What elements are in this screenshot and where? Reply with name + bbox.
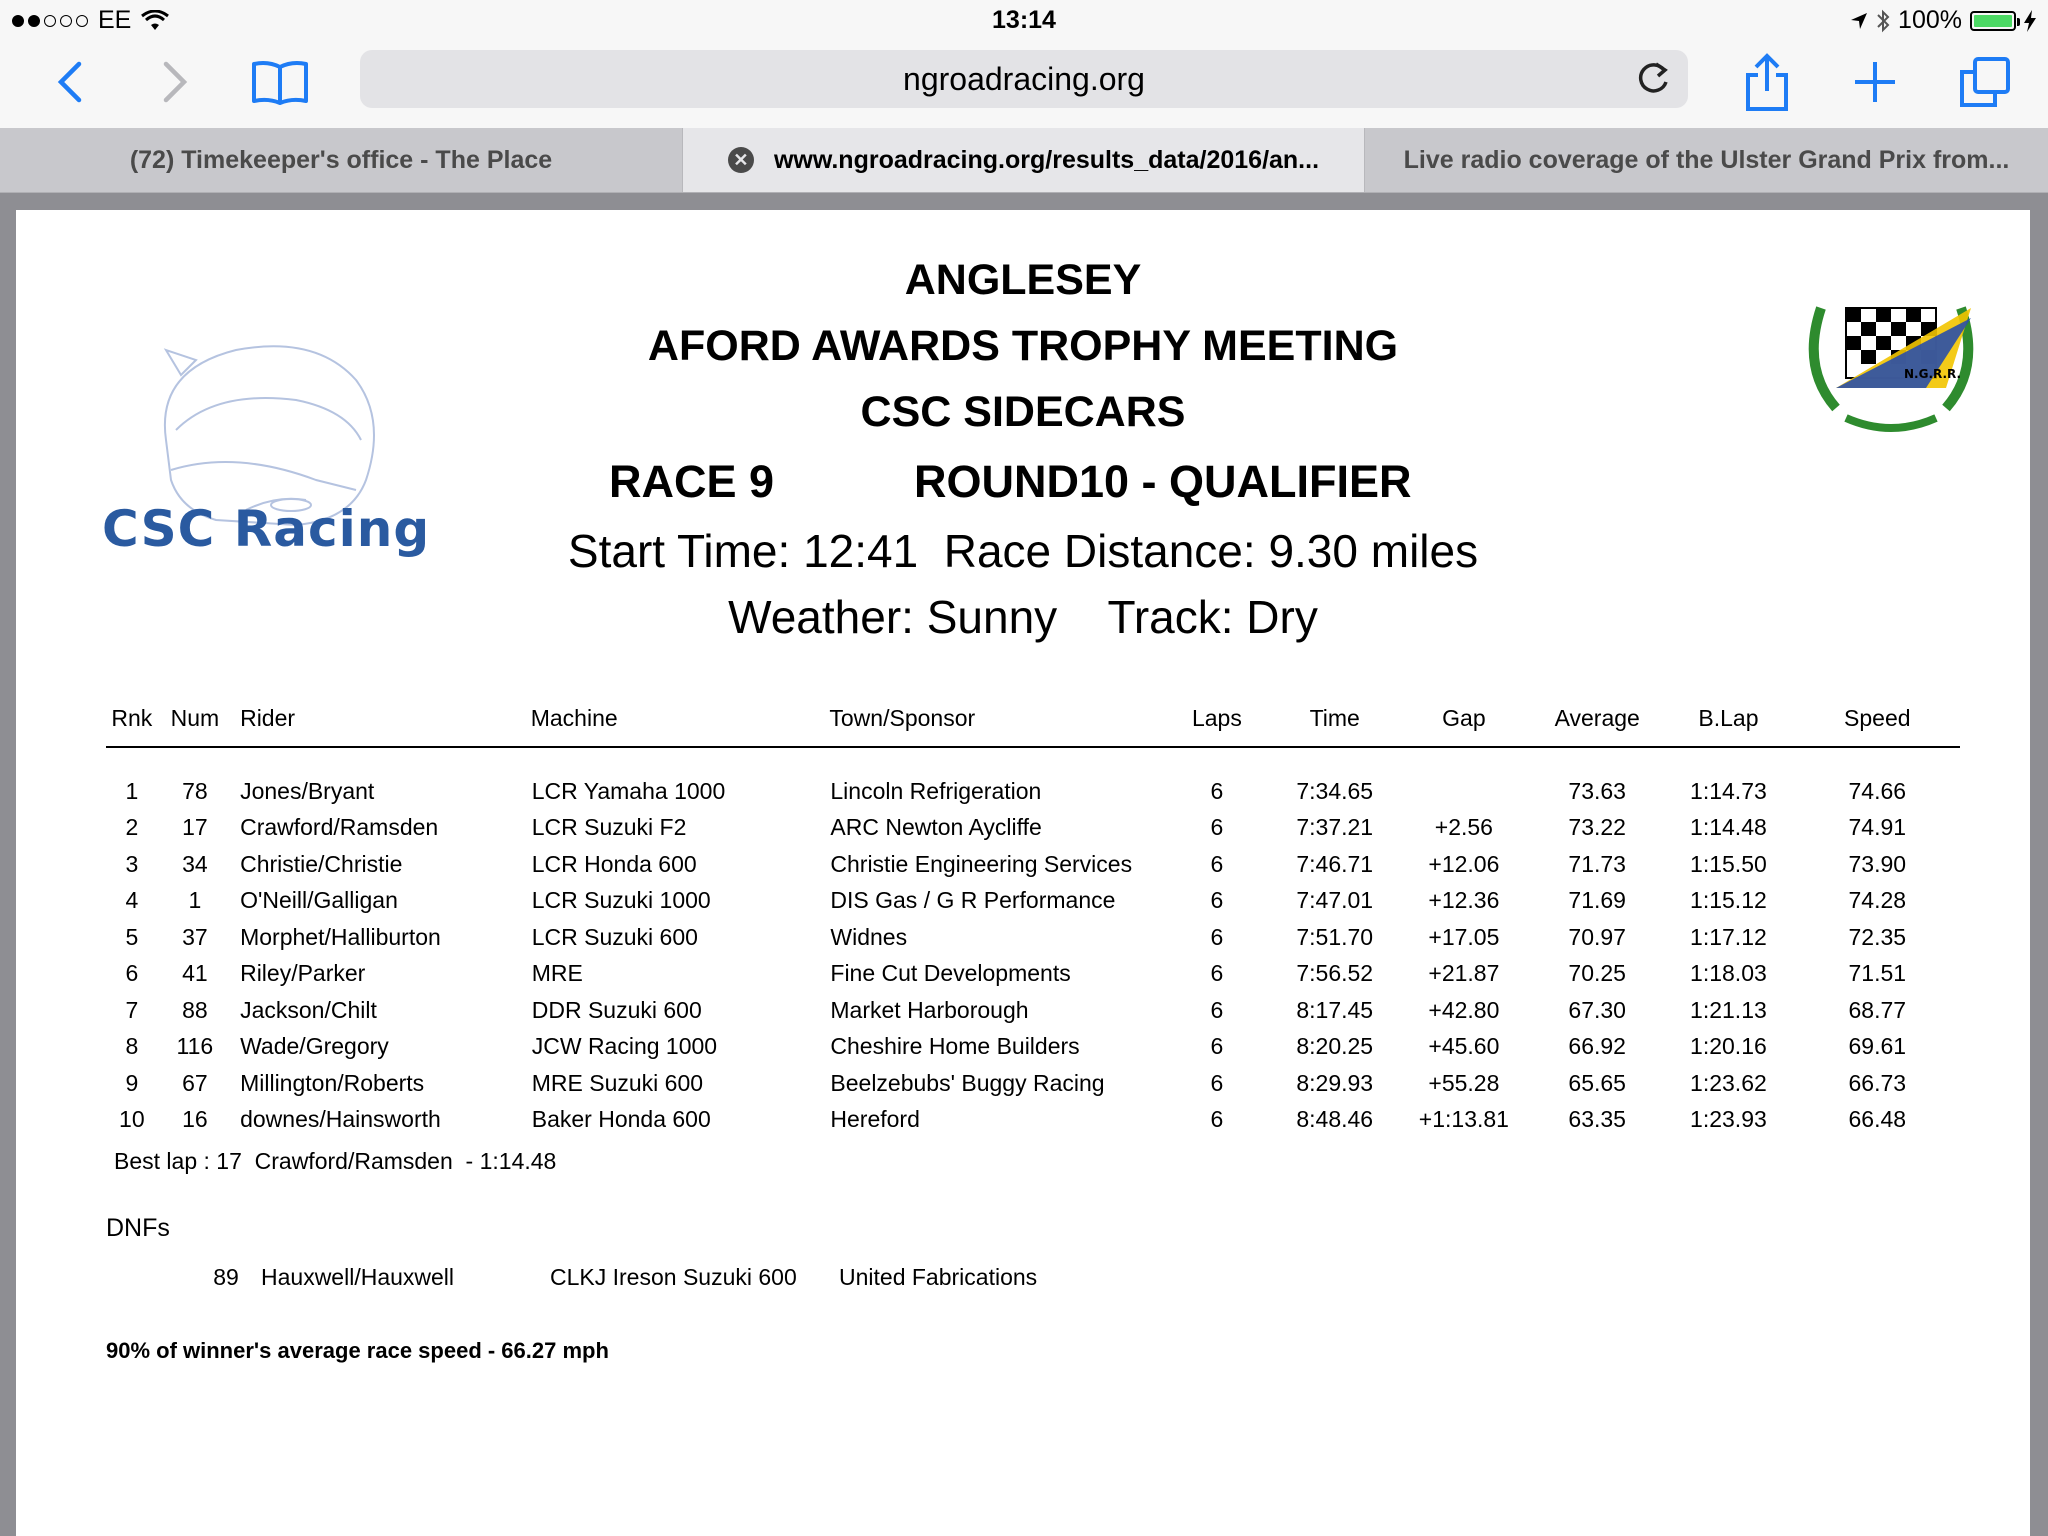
cell-rider: Morphet/Halliburton [240,923,441,950]
col-header-time: Time [1309,704,1360,731]
tab-bar [0,128,2048,193]
cell-average: 67.30 [1568,996,1626,1023]
cell-best-lap: 1:23.93 [1690,1106,1767,1133]
cell-machine: LCR Yamaha 1000 [531,777,726,804]
results-body [106,747,1960,1138]
table-row [106,956,1960,993]
cell-gap: +17.05 [1428,923,1500,950]
cell-num: 16 [182,1106,208,1133]
cell-rider: O'Neill/Galligan [240,887,398,914]
bluetooth-icon [1876,9,1890,33]
plus-icon [1852,59,1898,105]
cell-speed: 74.91 [1848,814,1907,841]
cell-sponsor: Hereford [830,1106,920,1133]
cell-num: 78 [182,777,208,804]
new-tab-button[interactable] [1845,52,1905,112]
back-chevron-icon [55,60,85,104]
cell-machine: DDR Suzuki 600 [531,996,702,1023]
cell-speed: 73.90 [1848,850,1907,877]
cell-rank: 8 [125,1033,139,1060]
tabs-icon [1959,56,2011,108]
cell-rider: downes/Hainsworth [240,1106,441,1133]
cell-best-lap: 1:17.12 [1690,923,1767,950]
speed-footnote: 90% of winner's average race speed - 66.27 mph [106,1338,609,1363]
table-header-row [106,700,1960,747]
bookmarks-button[interactable] [250,52,310,112]
cell-num: 37 [182,923,208,950]
dnf-sponsor: United Fabrications [839,1264,1038,1290]
cell-best-lap: 1:20.16 [1690,1033,1767,1060]
cell-time: 7:34.65 [1296,777,1374,804]
table-row [106,992,1960,1029]
cell-gap: +1:13.81 [1418,1106,1509,1133]
start-time-distance: Start Time: 12:41 Race Distance: 9.30 miles [567,525,1479,577]
cell-machine: Baker Honda 600 [531,1106,711,1133]
cell-machine: LCR Suzuki 600 [531,923,698,950]
table-row [106,810,1960,847]
cell-laps: 6 [1210,1106,1224,1133]
cell-speed: 66.73 [1848,1069,1907,1096]
cell-speed: 74.28 [1848,887,1907,914]
spacer-row [106,747,1960,773]
cell-speed: 66.48 [1848,1106,1907,1133]
cell-num: 116 [176,1033,214,1060]
cell-laps: 6 [1210,923,1224,950]
cell-gap: +21.87 [1428,960,1500,987]
cell-rider: Christie/Christie [240,850,403,877]
back-button[interactable] [40,52,100,112]
status-time: 13:14 [992,6,1056,34]
cell-sponsor: ARC Newton Aycliffe [830,814,1042,841]
cell-time: 7:37.21 [1296,814,1374,841]
tab-live-radio[interactable] [1365,128,2048,192]
cell-machine: LCR Suzuki 1000 [531,887,711,914]
cell-rider: Millington/Roberts [240,1069,425,1096]
cell-num: 1 [188,887,202,914]
cell-num: 41 [182,960,208,987]
col-header-average: Average [1554,704,1640,731]
tab-label: (72) Timekeeper's office - The Place [129,145,553,174]
best-lap-note: Best lap : 17 Crawford/Ramsden - 1:14.48 [114,1148,557,1174]
cell-gap: +42.80 [1428,996,1500,1023]
csc-racing-logo-text: CSC Racing [102,500,431,558]
cell-average: 70.25 [1568,960,1626,987]
cell-time: 8:20.25 [1296,1033,1374,1060]
cell-rank: 7 [125,996,139,1023]
cell-rider: Jackson/Chilt [240,996,377,1023]
dnfs-heading: DNFs [106,1214,170,1242]
cell-best-lap: 1:18.03 [1690,960,1767,987]
cell-sponsor: Lincoln Refrigeration [830,777,1042,804]
forward-chevron-icon [160,60,190,104]
cell-gap [1396,773,1532,810]
cell-machine: LCR Honda 600 [531,850,697,877]
cell-speed: 74.66 [1848,777,1907,804]
forward-button[interactable] [145,52,205,112]
col-header-gap: Gap [1442,704,1486,731]
cell-rider: Jones/Bryant [240,777,375,804]
col-header-speed: Speed [1844,704,1911,731]
col-header-machine: Machine [530,704,618,731]
heading-class: CSC SIDECARS [860,388,1186,436]
cell-speed: 68.77 [1848,996,1907,1023]
cell-gap: +45.60 [1428,1033,1500,1060]
col-header-best-lap: B.Lap [1698,704,1759,731]
share-button[interactable] [1737,52,1797,112]
cell-sponsor: DIS Gas / G R Performance [830,887,1116,914]
cell-num: 67 [182,1069,208,1096]
table-row [106,773,1960,810]
race-round: ROUND10 - QUALIFIER [914,456,1412,507]
cell-time: 8:17.45 [1296,996,1374,1023]
close-tab-icon[interactable]: ✕ [728,147,754,173]
reload-icon [1634,60,1672,98]
cell-rank: 3 [125,850,139,877]
cell-sponsor: Widnes [830,923,908,950]
cell-best-lap: 1:14.73 [1690,777,1767,804]
tab-results-active[interactable] [683,128,1365,192]
cell-laps: 6 [1210,996,1224,1023]
cell-rider: Crawford/Ramsden [240,814,439,841]
cell-machine: MRE Suzuki 600 [531,1069,704,1096]
cell-laps: 6 [1210,1033,1224,1060]
cell-gap: +12.06 [1428,850,1500,877]
cell-average: 70.97 [1568,923,1626,950]
cell-speed: 71.51 [1848,960,1907,987]
page-content [16,210,2030,1536]
dnf-rider: Hauxwell/Hauxwell [261,1264,455,1290]
cell-sponsor: Market Harborough [830,996,1029,1023]
cell-best-lap: 1:23.62 [1690,1069,1767,1096]
cell-sponsor: Beelzebubs' Buggy Racing [830,1069,1105,1096]
cell-time: 7:46.71 [1296,850,1374,877]
reload-button[interactable] [1634,60,1672,98]
col-header-rider: Rider [240,704,296,731]
heading-venue: ANGLESEY [904,256,1142,304]
table-row [106,846,1960,883]
tab-label: Live radio coverage of the Ulster Grand Prix from... [1403,145,2010,174]
cell-num: 88 [182,996,208,1023]
heading-meeting: AFORD AWARDS TROPHY MEETING [647,322,1399,370]
cell-best-lap: 1:14.48 [1690,814,1767,841]
cell-num: 17 [182,814,208,841]
cell-speed: 72.35 [1848,923,1907,950]
battery-icon [1970,11,2016,31]
cell-speed: 69.61 [1848,1033,1907,1060]
cell-rank: 5 [125,923,139,950]
col-header-laps: Laps [1191,704,1242,731]
table-row [106,919,1960,956]
cell-sponsor: Fine Cut Developments [830,960,1071,987]
cell-gap: +2.56 [1434,814,1493,841]
url-text: ngroadracing.org [903,60,1145,97]
status-right [1850,6,2036,35]
cell-average: 73.22 [1568,814,1626,841]
cell-best-lap: 1:15.50 [1690,850,1767,877]
cell-laps: 6 [1210,960,1224,987]
cell-rank: 2 [125,814,139,841]
weather-track: Weather: Sunny Track: Dry [728,591,1318,643]
cell-laps: 6 [1210,887,1224,914]
tabs-overview-button[interactable] [1955,52,2015,112]
cell-sponsor: Christie Engineering Services [830,850,1133,877]
cell-average: 71.69 [1568,887,1626,914]
status-bar [0,0,2048,42]
cell-best-lap: 1:15.12 [1690,887,1767,914]
col-header-sponsor: Town/Sponsor [829,704,976,731]
tab-label: www.ngroadracing.org/results_data/2016/an... [773,145,1320,174]
cell-laps: 6 [1210,777,1224,804]
tab-timekeepers-office[interactable] [0,128,683,192]
results-table [106,700,1960,1138]
table-row [106,1102,1960,1139]
dnf-num: 89 [213,1264,239,1290]
col-header-rank: Rnk [111,704,153,731]
cell-average: 66.92 [1568,1033,1626,1060]
cell-rank: 6 [125,960,139,987]
cell-rider: Riley/Parker [240,960,366,987]
cell-time: 7:51.70 [1296,923,1374,950]
cell-gap: +12.36 [1428,887,1500,914]
table-row [106,883,1960,920]
cell-time: 7:47.01 [1296,887,1374,914]
share-icon [1744,53,1790,111]
battery-fill [1974,15,2012,27]
battery-percent: 100% [1898,6,1962,34]
ngrr-logo-text: N.G.R.R. [1904,367,1962,381]
cell-laps: 6 [1210,850,1224,877]
cell-num: 34 [182,850,208,877]
cell-laps: 6 [1210,814,1224,841]
cell-average: 71.73 [1568,850,1626,877]
charging-bolt-icon [2024,10,2036,32]
cell-best-lap: 1:21.13 [1690,996,1767,1023]
location-arrow-icon [1850,12,1868,30]
cell-time: 8:29.93 [1296,1069,1374,1096]
cell-average: 63.35 [1568,1106,1626,1133]
book-icon [251,59,309,105]
cell-rank: 1 [125,777,139,804]
cell-machine: LCR Suzuki F2 [531,814,687,841]
cell-rank: 9 [125,1069,139,1096]
cell-time: 8:48.46 [1296,1106,1374,1133]
cell-time: 7:56.52 [1296,960,1374,987]
race-number: RACE 9 [609,456,775,507]
dnf-machine: CLKJ Ireson Suzuki 600 [550,1264,797,1290]
cell-machine: MRE [531,960,583,987]
cell-rider: Wade/Gregory [240,1033,389,1060]
cell-laps: 6 [1210,1069,1224,1096]
cell-sponsor: Cheshire Home Builders [830,1033,1080,1060]
cell-rank: 4 [125,887,139,914]
cell-machine: JCW Racing 1000 [531,1033,718,1060]
carrier-label: EE [98,6,132,34]
address-bar[interactable] [360,50,1688,108]
table-row [106,1065,1960,1102]
browser-toolbar [0,42,2048,128]
col-header-num: Num [170,704,220,731]
table-row [106,1029,1960,1066]
cell-rank: 10 [119,1106,145,1133]
cell-average: 65.65 [1568,1069,1626,1096]
cell-gap: +55.28 [1428,1069,1500,1096]
cell-average: 73.63 [1568,777,1626,804]
